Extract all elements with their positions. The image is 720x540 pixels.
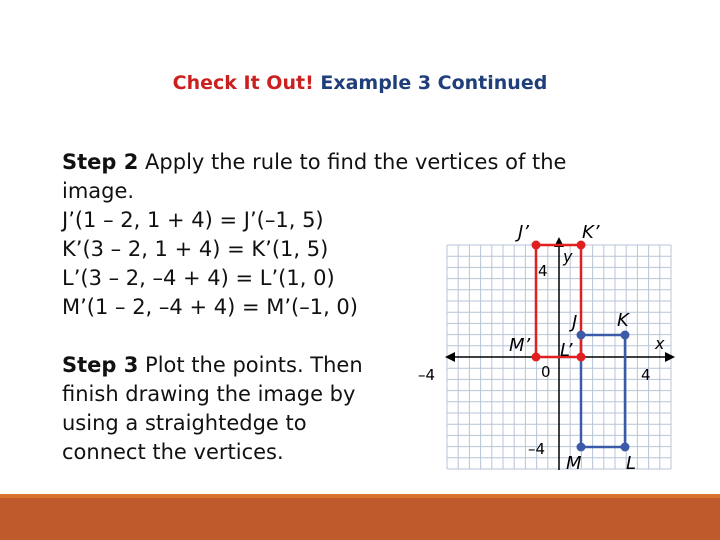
- point-k: [621, 331, 630, 340]
- calc-k-prime: K’(3 – 2, 1 + 4) = K’(1, 5): [62, 237, 329, 261]
- point-m: [577, 443, 586, 452]
- label-k-prime: K’: [582, 222, 600, 243]
- tick-label-origin: 0: [541, 363, 551, 381]
- x-axis-label: x: [655, 334, 665, 353]
- label-j: J: [572, 312, 578, 333]
- calc-l-prime: L’(3 – 2, –4 + 4) = L’(1, 0): [62, 266, 335, 290]
- point-m-prime: [532, 353, 541, 362]
- point-l: [621, 443, 630, 452]
- tick-label-x-neg4: –4: [418, 366, 436, 384]
- label-k: K: [617, 310, 629, 331]
- step3-text: Plot the points. Then: [138, 353, 363, 377]
- tick-label-y-neg4: –4: [528, 440, 546, 458]
- step2-label: Step 2: [62, 150, 139, 174]
- calc-m-prime: M’(1 – 2, –4 + 4) = M’(–1, 0): [62, 295, 358, 319]
- step2-text: Apply the rule to find the vertices of the: [138, 150, 567, 174]
- title-rest: Example 3 Continued: [313, 72, 548, 94]
- label-l: L: [626, 453, 637, 474]
- label-l-prime: L’: [560, 340, 573, 361]
- step2-line2: image.: [62, 179, 135, 203]
- step3-line2: finish drawing the image by: [62, 382, 356, 406]
- tick-label-x-4: 4: [641, 366, 651, 384]
- tick-label-y-4: 4: [538, 262, 548, 280]
- y-axis-label: y: [563, 247, 573, 266]
- point-j: [577, 331, 586, 340]
- label-j-prime: J’: [518, 222, 530, 243]
- step3-line4: connect the vertices.: [62, 440, 284, 464]
- calc-j-prime: J’(1 – 2, 1 + 4) = J’(–1, 5): [62, 208, 324, 232]
- title-lead: Check It Out!: [172, 72, 314, 94]
- step3-label: Step 3: [62, 353, 139, 377]
- step3-line3: using a straightedge to: [62, 411, 307, 435]
- label-m: M: [566, 453, 582, 474]
- label-m-prime: M’: [509, 335, 531, 356]
- footer-bar: [0, 498, 720, 540]
- point-j-prime: [532, 241, 541, 250]
- x-axis-arrow-right: [665, 352, 675, 362]
- point-l-prime: [577, 353, 586, 362]
